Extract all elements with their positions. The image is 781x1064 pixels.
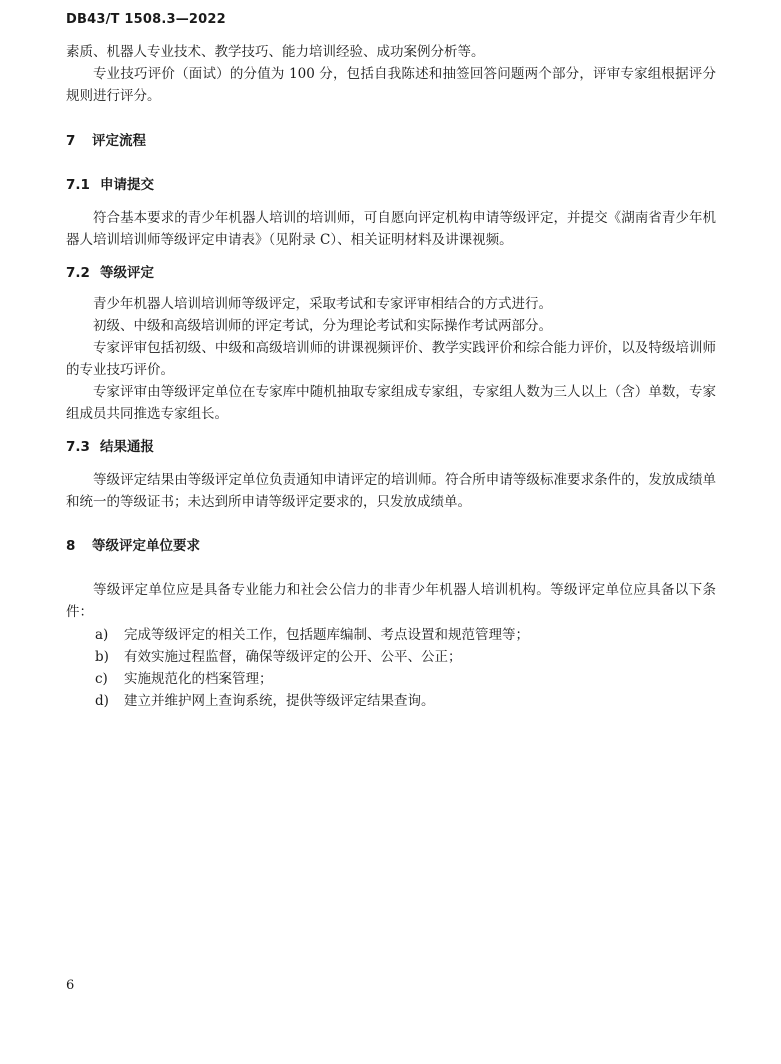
list-item-text: 有效实施过程监督，确保等级评定的公开、公平、公正； (124, 649, 462, 665)
section-7-2-paragraph: 专家评审包括初级、中级和高级培训师的讲课视频评价、教学实践评价和综合能力评价，以及特级培训师的专业技巧评价。 (66, 340, 716, 378)
section-title: 申请提交 (100, 177, 154, 193)
section-title: 等级评定 (100, 265, 154, 281)
list-marker: d) (95, 693, 109, 709)
list-marker: c) (95, 671, 108, 687)
section-7-3-heading (66, 436, 154, 458)
section-number: 7.1 (66, 177, 90, 193)
skill-evaluation-paragraph: 专业技巧评价（面试）的分值为 100 分，包括自我陈述和抽签回答问题两个部分，评审专家组根据评分规则进行评分。 (66, 66, 716, 104)
section-7-2-heading (66, 262, 154, 284)
section-number: 7.2 (66, 265, 90, 281)
section-number: 8 (66, 538, 76, 554)
section-7-1-paragraph: 符合基本要求的青少年机器人培训的培训师，可自愿向评定机构申请等级评定，并提交《湖南省青少年机器人培训培训师等级评定申请表》（见附录 C）、相关证明材料及讲课视频。 (66, 210, 716, 248)
list-item (95, 690, 435, 712)
list-item (95, 646, 462, 668)
section-title: 等级评定单位要求 (92, 538, 200, 554)
section-8-heading (66, 535, 200, 557)
section-8-intro-paragraph: 等级评定单位应是具备专业能力和社会公信力的非青少年机器人培训机构。等级评定单位应具备以下条件： (66, 582, 716, 620)
standard-code-header: DB43/T 1508.3—2022 (66, 12, 226, 27)
list-item-text: 完成等级评定的相关工作，包括题库编制、考点设置和规范管理等； (124, 627, 529, 643)
continuation-paragraph: 素质、机器人专业技术、教学技巧、能力培训经验、成功案例分析等。 (66, 44, 485, 60)
section-title: 评定流程 (92, 133, 146, 149)
list-marker: b) (95, 649, 109, 665)
section-7-3-paragraph: 等级评定结果由等级评定单位负责通知申请评定的培训师。符合所申请等级标准要求条件的，发放成绩单和统一的等级证书；未达到所申请等级评定要求的，只发放成绩单。 (66, 472, 716, 510)
section-7-2-paragraph: 青少年机器人培训培训师等级评定，采取考试和专家评审相结合的方式进行。 (93, 296, 552, 312)
section-number: 7.3 (66, 439, 90, 455)
section-title: 结果通报 (100, 439, 154, 455)
list-item (95, 624, 529, 646)
section-7-2-paragraph: 初级、中级和高级培训师的评定考试，分为理论考试和实际操作考试两部分。 (93, 318, 552, 334)
section-7-heading (66, 130, 146, 152)
list-marker: a) (95, 627, 109, 643)
section-7-1-heading (66, 174, 154, 196)
list-item-text: 建立并维护网上查询系统，提供等级评定结果查询。 (124, 693, 435, 709)
section-7-2-paragraph: 专家评审由等级评定单位在专家库中随机抽取专家组成专家组，专家组人数为三人以上（含）单数，专家组成员共同推选专家组长。 (66, 384, 716, 422)
section-number: 7 (66, 133, 76, 149)
page-number: 6 (66, 978, 75, 993)
list-item (95, 668, 273, 690)
list-item-text: 实施规范化的档案管理； (124, 671, 273, 687)
